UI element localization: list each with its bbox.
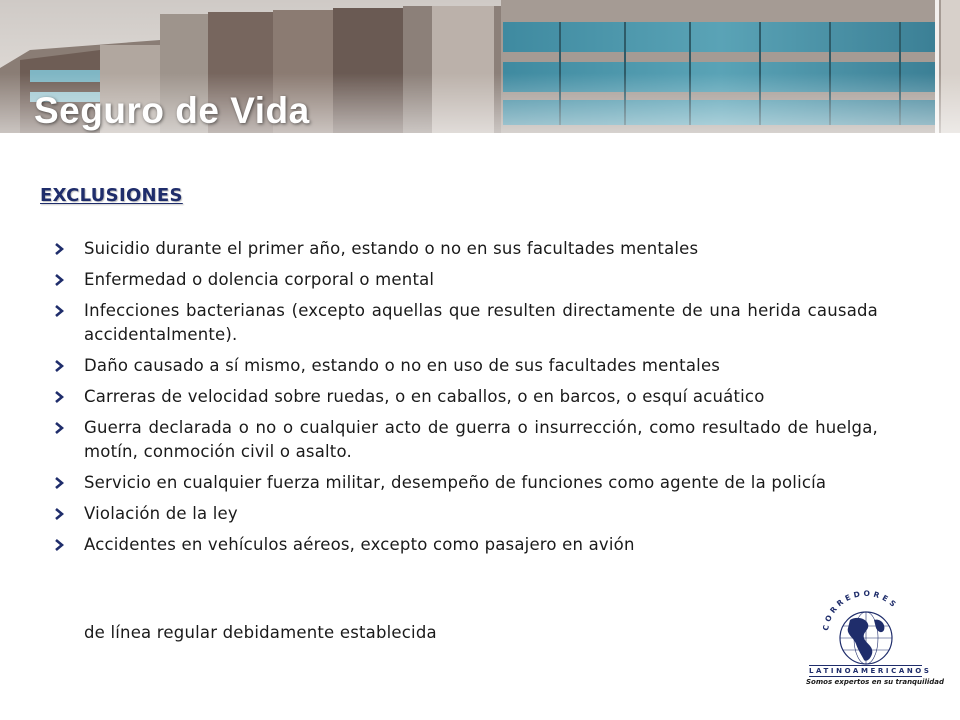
list-item-text: Accidentes en vehículos aéreos, excepto como pasajero en avión [84,535,635,554]
list-item-text: Suicidio durante el primer año, estando o no en sus facultades mentales [84,239,699,258]
list-item [52,471,878,495]
chevron-right-icon [54,385,68,409]
list-item [52,533,878,557]
chevron-right-icon [54,268,68,292]
chevron-right-icon [54,533,68,557]
chevron-right-icon [54,416,68,440]
slide-title: Seguro de Vida [34,90,310,131]
list-item-text: Infecciones bacterianas (excepto aquellas que resulten directamente de una herida causada accidentalmente). [84,301,878,344]
header-banner [0,0,960,133]
logo-arc-text: CORREDORES [821,590,900,632]
chevron-right-icon [54,354,68,378]
list-item [52,268,878,292]
section-heading: EXCLUSIONES [40,185,183,206]
chevron-right-icon [54,502,68,526]
list-item-text: Daño causado a sí mismo, estando o no en uso de sus facultades mentales [84,356,721,375]
list-item [52,416,878,464]
chevron-right-icon [54,471,68,495]
chevron-right-icon [54,237,68,261]
logo-tagline: Somos expertos en su tranquilidad [806,678,944,686]
list-item [52,237,878,261]
exclusions-list [52,237,878,564]
chevron-right-icon [54,299,68,323]
list-item [52,385,878,409]
list-item-text: Guerra declarada o no o cualquier acto de guerra o insurrección, como resultado de huelga, motín, conmoción civil o asalto. [84,418,878,461]
list-item [52,502,878,526]
list-item-text: Violación de la ley [84,504,238,523]
list-item-text: Enfermedad o dolencia corporal o mental [84,270,435,289]
list-item-text: Carreras de velocidad sobre ruedas, o en caballos, o en barcos, o esquí acuático [84,387,765,406]
list-item [52,299,878,347]
list-item-continuation: de línea regular debidamente establecida [84,623,437,642]
list-item [52,354,878,378]
list-item-text: Servicio en cualquier fuerza militar, desempeño de funciones como agente de la policía [84,473,827,492]
logo-wordmark: LATINOAMERICANOS [809,667,932,675]
